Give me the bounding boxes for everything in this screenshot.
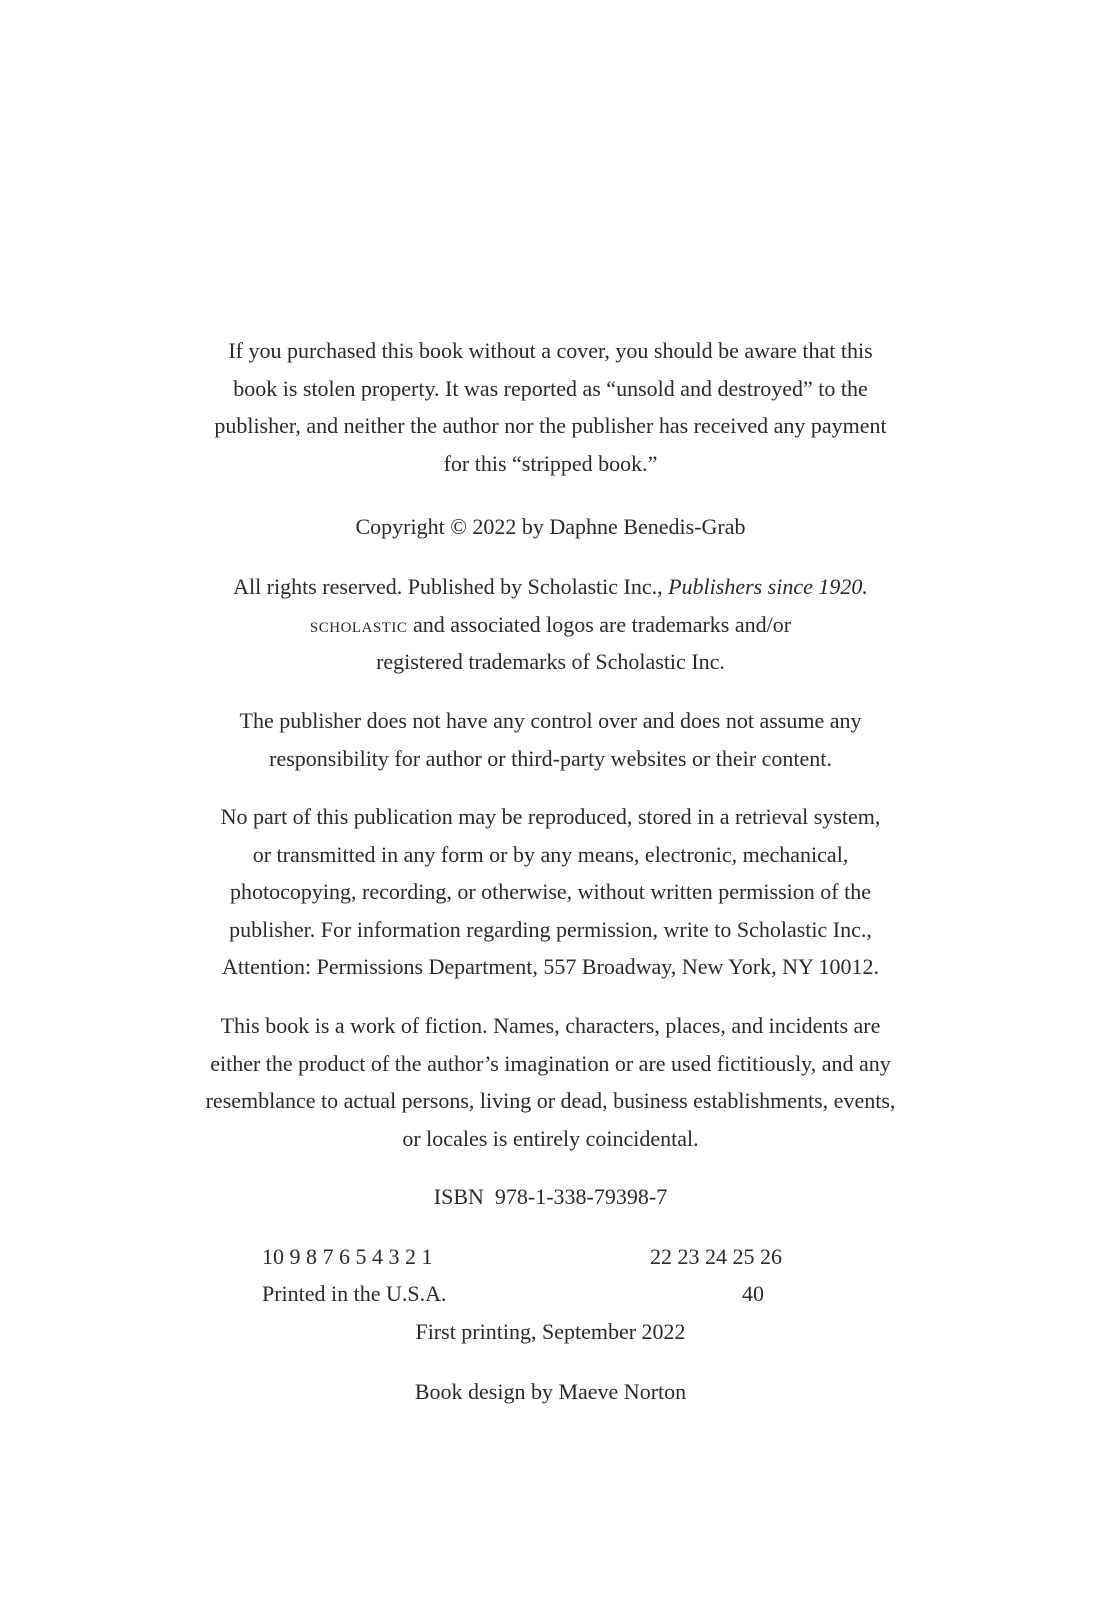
reproduction-line: photocopying, recording, or otherwise, without written permission of the (230, 879, 871, 904)
fiction-disclaimer (130, 1007, 971, 1157)
stripped-book-notice (130, 332, 971, 482)
printed-in-row (262, 1275, 782, 1313)
isbn (130, 1178, 971, 1216)
notice-line: publisher, and neither the author nor the publisher has received any payment (214, 413, 887, 438)
notice-line: book is stolen property. It was reported as “unsold and destroyed” to the (233, 375, 868, 401)
fiction-line: This book is a work of fiction. Names, characters, places, and incidents are (220, 1013, 881, 1038)
rights-prefix: All rights reserved. Published by Scholastic Inc., (233, 574, 669, 599)
printed-in: Printed in the U.S.A. (262, 1281, 447, 1306)
printing-number-row (262, 1238, 782, 1276)
disclaimer-line: responsibility for author or third-party websites or their content. (269, 745, 832, 771)
plant-code: 40 (742, 1281, 764, 1306)
first-printing (130, 1313, 971, 1351)
reproduction-line: or transmitted in any form or by any means, electronic, mechanical, (252, 841, 849, 867)
fiction-line: either the product of the author’s imagination or are used fictitiously, and any (210, 1050, 891, 1076)
reproduction-line: publisher. For information regarding permission, write to Scholastic Inc., (229, 916, 872, 942)
notice-line: If you purchased this book without a cover, you should be aware that this (228, 338, 873, 363)
rights-line-3: registered trademarks of Scholastic Inc. (376, 649, 725, 674)
design-credit (130, 1373, 971, 1411)
reproduction-line: No part of this publication may be reproduced, stored in a retrieval system, (220, 804, 881, 829)
notice-line: for this “stripped book.” (443, 450, 658, 476)
design-credit-line: Book design by Maeve Norton (414, 1379, 687, 1404)
printing-year-line: 22 23 24 25 26 (650, 1244, 782, 1269)
rights-line-1 (130, 568, 971, 606)
reproduction-notice (130, 798, 971, 986)
copyright-statement (130, 508, 971, 546)
fiction-line: resemblance to actual persons, living or dead, business establishments, events, (205, 1088, 896, 1113)
third-party-disclaimer (130, 702, 971, 777)
disclaimer-line: The publisher does not have any control over and does not assume any (239, 708, 862, 733)
copyright-line: Copyright © 2022 by Daphne Benedis-Grab (355, 514, 746, 539)
fiction-line: or locales is entirely coincidental. (402, 1125, 699, 1151)
printing-number-line: 10 9 8 7 6 5 4 3 2 1 (262, 1244, 433, 1269)
rights-line-2 (130, 606, 971, 644)
reproduction-line: Attention: Permissions Department, 557 Broadway, New York, NY 10012. (221, 954, 880, 979)
rights-statement (130, 568, 971, 681)
isbn-line: ISBN 978-1-338-79398-7 (433, 1184, 668, 1209)
first-printing-line: First printing, September 2022 (415, 1319, 686, 1344)
publisher-tagline: Publishers since 1920. (668, 574, 868, 599)
scholastic-trademark: scholastic (309, 611, 408, 637)
rights-trademark-text: and associated logos are trademarks and/or (407, 611, 792, 637)
